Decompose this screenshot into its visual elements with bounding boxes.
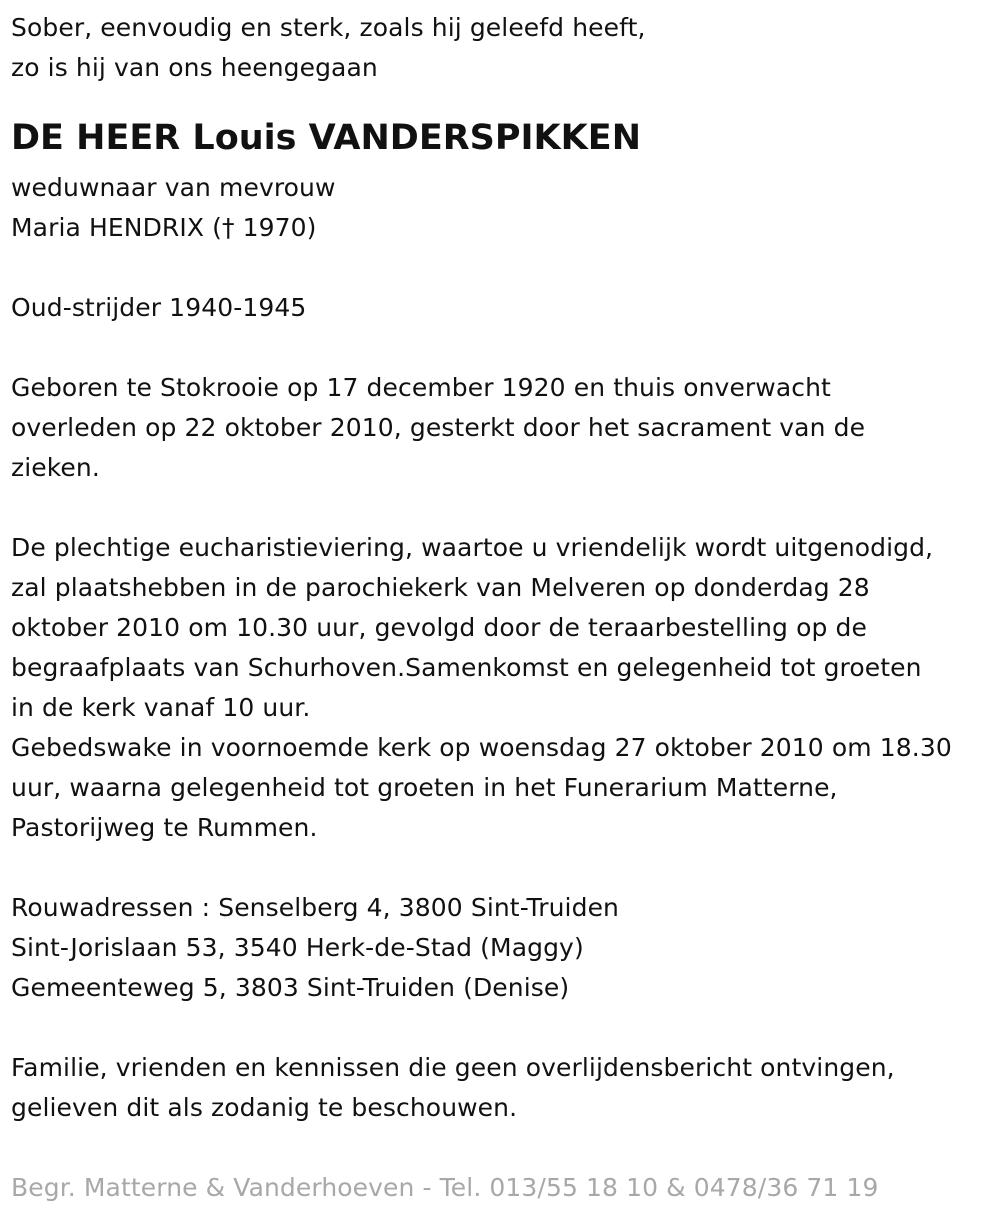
paragraph-line: begraafplaats van Schurhoven.Samenkomst en gelegenheid tot groeten [11, 653, 922, 682]
paragraph-line: Pastorijweg te Rummen. [11, 813, 318, 842]
address-line: Rouwadressen : Senselberg 4, 3800 Sint-Truiden [11, 893, 619, 922]
paragraph-line: in de kerk vanaf 10 uur. [11, 693, 311, 722]
spacer [11, 1008, 990, 1048]
intro-line: Sober, eenvoudig en sterk, zoals hij geleefd heeft, [11, 13, 646, 42]
ceremony-paragraph [11, 528, 990, 848]
funeral-home-footer: Begr. Matterne & Vanderhoeven - Tel. 013/55 18 10 & 0478/36 71 19 [11, 1173, 879, 1202]
address-line: Gemeenteweg 5, 3803 Sint-Truiden (Denise) [11, 973, 570, 1002]
mourning-addresses [11, 888, 990, 1008]
intro-quote [11, 8, 990, 88]
paragraph-line: uur, waarna gelegenheid tot groeten in het Funerarium Matterne, [11, 773, 838, 802]
spacer [11, 488, 990, 528]
paragraph-line: overleden op 22 oktober 2010, gesterkt door het sacrament van de [11, 413, 866, 442]
spacer [11, 328, 990, 368]
spouse-line: Maria HENDRIX († 1970) [11, 213, 317, 242]
birth-death-paragraph [11, 368, 990, 488]
spacer [11, 848, 990, 888]
veteran-note: Oud-strijder 1940-1945 [11, 293, 307, 322]
paragraph-line: Geboren te Stokrooie op 17 december 1920 en thuis onverwacht [11, 373, 831, 402]
paragraph-line: Gebedswake in voornoemde kerk op woensdag 27 oktober 2010 om 18.30 [11, 733, 952, 762]
paragraph-line: Familie, vrienden en kennissen die geen overlijdensbericht ontvingen, [11, 1053, 895, 1082]
spouse-line: weduwnaar van mevrouw [11, 173, 336, 202]
paragraph-line: gelieven dit als zodanig te beschouwen. [11, 1093, 518, 1122]
paragraph-line: De plechtige eucharistieviering, waartoe u vriendelijk wordt uitgenodigd, [11, 533, 934, 562]
spacer [11, 248, 990, 288]
address-line: Sint-Jorislaan 53, 3540 Herk-de-Stad (Maggy) [11, 933, 584, 962]
deceased-name: DE HEER Louis VANDERSPIKKEN [11, 118, 641, 158]
intro-line: zo is hij van ons heengegaan [11, 53, 378, 82]
paragraph-line: zieken. [11, 453, 100, 482]
paragraph-line: oktober 2010 om 10.30 uur, gevolgd door de teraarbestelling op de [11, 613, 867, 642]
paragraph-line: zal plaatshebben in de parochiekerk van Melveren op donderdag 28 [11, 573, 870, 602]
spacer [11, 1128, 990, 1168]
notice-paragraph [11, 1048, 990, 1128]
spouse-info [11, 168, 990, 248]
